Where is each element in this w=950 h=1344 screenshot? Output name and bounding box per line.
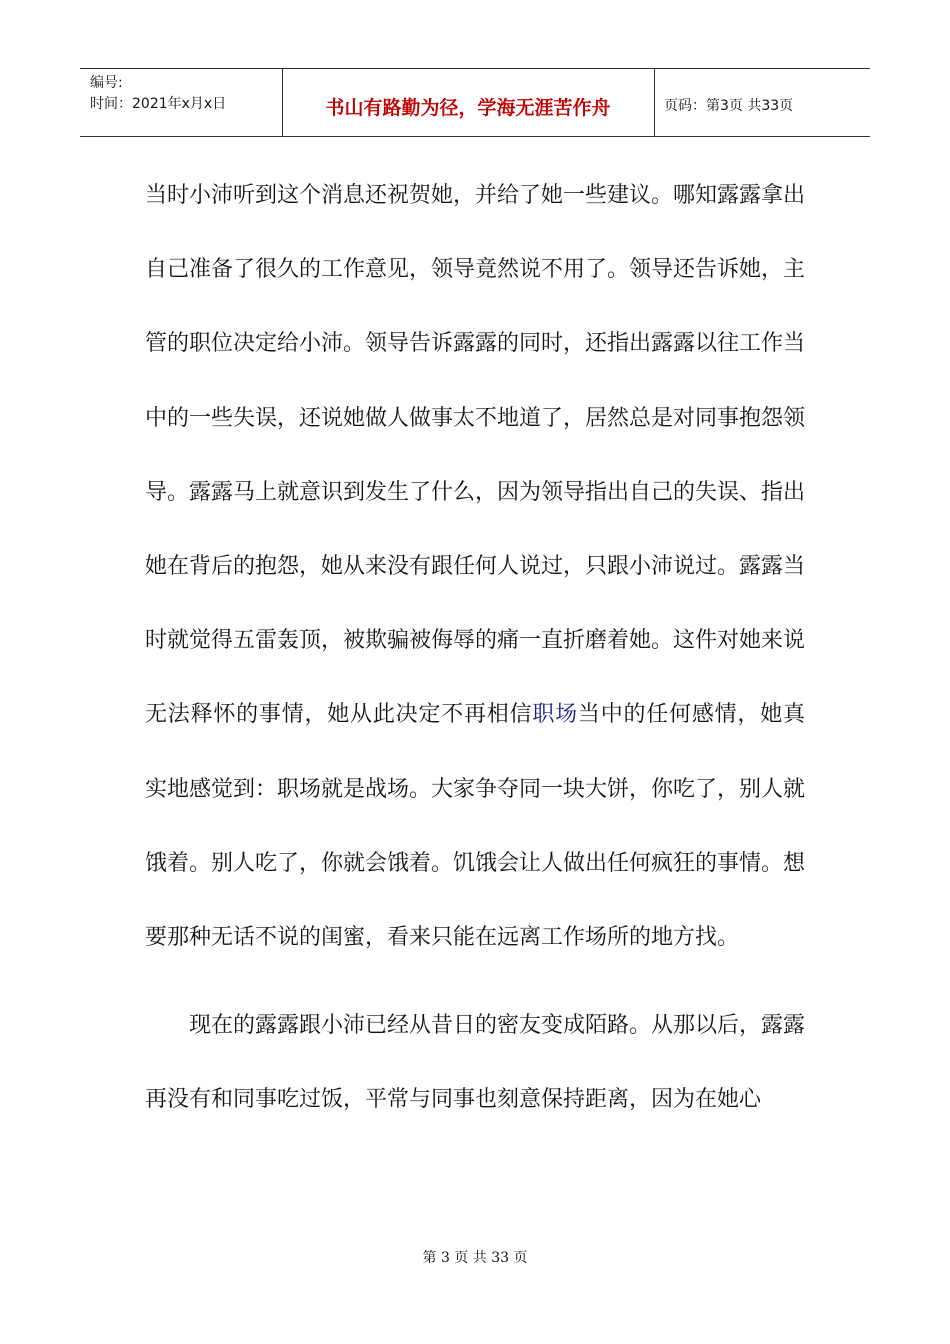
header-motto-cell — [282, 69, 655, 136]
page-footer: 第 3 页 共 33 页 — [422, 1250, 528, 1266]
header-page-info: 页码：第3页 共33页 — [664, 98, 794, 114]
paragraph-1-text-a: 当时小沛听到这个消息还祝贺她，并给了她一些建议。哪知露露拿出自己准备了很久的工作意见，领导竟然说不用了。领导还告诉她，主管的职位决定给小沛。领导告诉露露的同时，还指出露露以往工作当中的一些失误，还说她做人做事太不地道了，居然总是对同事抱怨领导。露露马上就意识到发生了什么，因为领导指出自己的失误、指出她在背后的抱怨，她从来没有跟任何人说过，只跟小沛说过。露露当时就觉得五雷轰顶，被欺骗被侮辱的痛一直折磨着她。这件对她来说无法释怀的事情，她从此决定不再相信 — [145, 183, 806, 728]
document-body — [145, 159, 805, 1138]
header-motto: 书山有路勤为径，学海无涯苦作舟 — [325, 97, 611, 119]
paragraph-2: 现在的露露跟小沛已经从昔日的密友变成陌路。从那以后，露露再没有和同事吃过饭，平常与同事也刻意保持距离，因为在她心 — [145, 1013, 806, 1113]
header-page-cell — [654, 69, 870, 136]
paragraph-1-text-b: 当中的任何感情，她真实地感觉到：职场就是战场。大家争夺同一块大饼，你吃了，别人就饿着。别人吃了，你就会饿着。饥饿会让人做出任何疯狂的事情。想要那种无话不说的闺蜜，看来只能在远离工作场所的地方找。 — [145, 702, 806, 951]
document-number-label: 编号: — [90, 75, 123, 91]
paragraph-1 — [145, 159, 805, 975]
document-date-label: 时间：2021年x月x日 — [90, 96, 227, 112]
workplace-link[interactable]: 职场 — [532, 702, 578, 728]
page-header — [80, 68, 870, 137]
header-meta-cell — [80, 69, 283, 136]
